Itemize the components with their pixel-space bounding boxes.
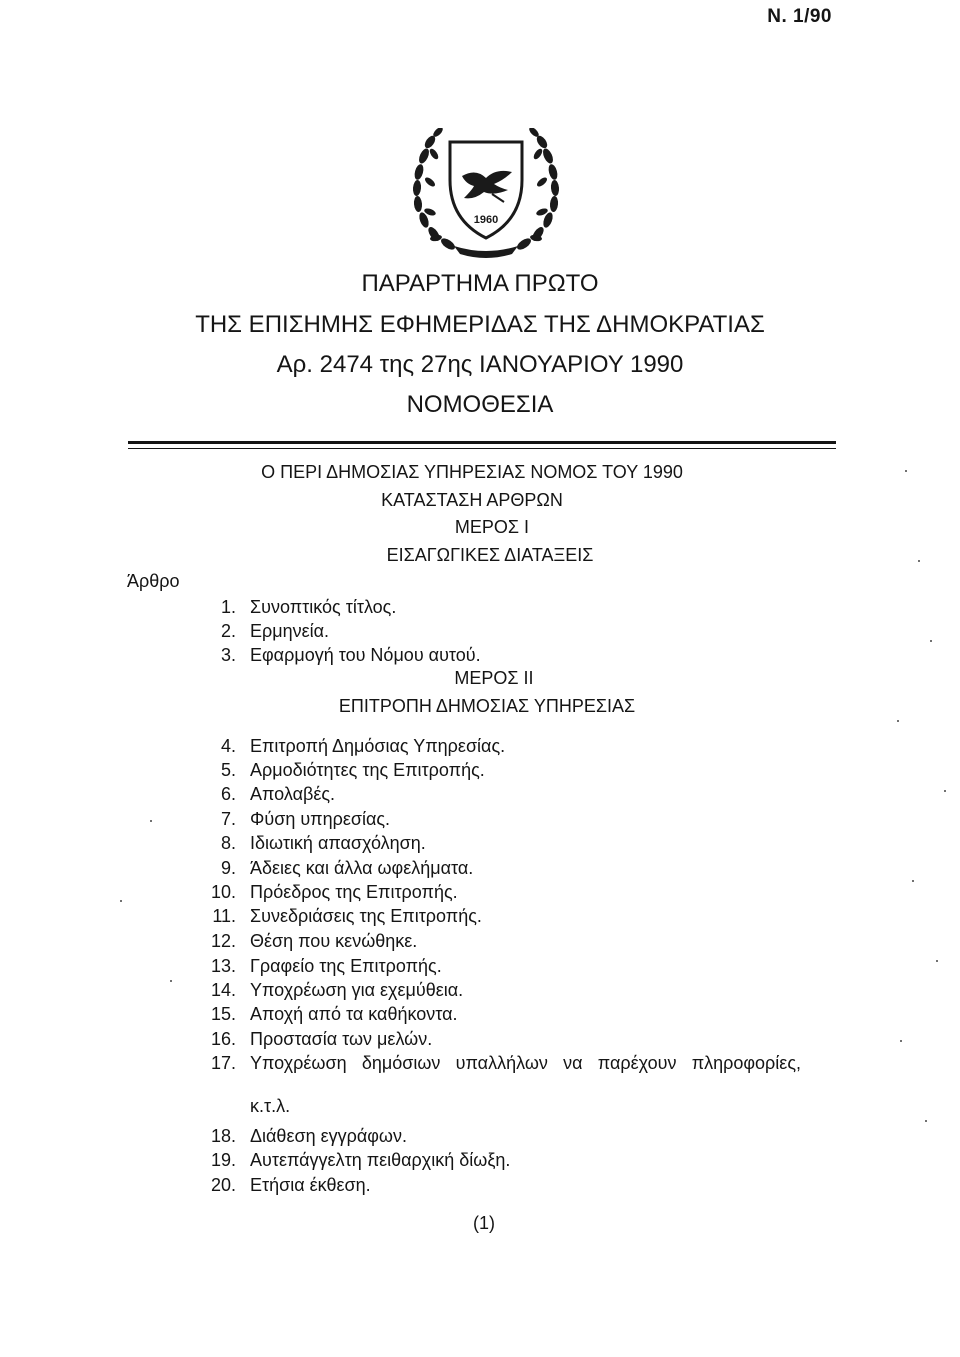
article-number: 11. [212,906,236,926]
list-item [190,833,810,857]
list-item [190,809,810,833]
list-item [190,980,810,1004]
article-number: 5. [220,760,236,780]
list-item [190,1053,810,1077]
list-item [190,760,810,784]
list-item [190,858,810,882]
article-title: Αποχή από τα καθήκοντα. [250,1004,458,1024]
list-item [190,906,810,930]
part-1-title: ΕΙΣΑΓΩΓΙΚΕΣ ΔΙΑΤΑΞΕΙΣ [386,545,594,565]
emblem-year: 1960 [473,214,499,226]
article-title: Προστασία των μελών. [250,1029,433,1049]
article-number: 4. [220,736,236,756]
article-number: 1. [220,597,236,617]
article-title: Ερμηνεία. [250,621,330,641]
article-title: Φύση υπηρεσίας. [250,809,391,829]
article-title: Υποχρέωση δημόσιων υπαλλήλων να παρέχουν πληροφορίες, [250,1053,801,1073]
list-item [190,621,810,645]
list-item [190,931,810,955]
article-number: 10. [210,882,236,902]
article-number: 7. [220,809,236,829]
article-title: Διάθεση εγγράφων. [250,1126,407,1146]
list-item [190,1004,810,1028]
article-title: Πρόεδρος της Επιτροπής. [250,882,458,902]
article-title: Συνοπτικός τίτλος. [250,597,397,617]
article-title: Ιδιωτική απασχόληση. [250,833,426,853]
part-2-label: ΜΕΡΟΣ ΙΙ [454,668,534,688]
issue-number-date: Αρ. 2474 της 27ης ΙΑΝΟΥΑΡΙΟΥ 1990 [276,351,684,378]
article-title: Υποχρέωση για εχεμύθεια. [250,980,464,1000]
article-number: 14. [210,980,236,1000]
articles-list-heading: ΚΑΤΑΣΤΑΣΗ ΑΡΘΡΩΝ [381,490,563,510]
article-number: 3. [220,645,236,665]
cyprus-coat-of-arms-icon [408,128,564,260]
article-number: 17. [210,1053,236,1073]
list-item [190,597,810,621]
article-number: 6. [220,784,236,804]
list-item [190,645,810,669]
list-item [190,784,810,808]
article-number: 2. [220,621,236,641]
article-title: Γραφείο της Επιτροπής. [250,956,442,976]
article-number: 8. [220,833,236,853]
list-item [190,1126,810,1150]
article-number: 20. [210,1175,236,1195]
article-title: Θέση που κενώθηκε. [250,931,418,951]
article-title: Αρμοδιότητες της Επιτροπής. [250,760,485,780]
article-number: 12. [210,931,236,951]
list-item [190,736,810,760]
page-number: (1) [473,1213,495,1233]
article-title: Αυτεπάγγελτη πειθαρχική δίωξη. [250,1150,511,1170]
article-number: 15. [210,1004,236,1024]
gazette-reference: Ν. 1/90 [767,6,832,27]
list-item [190,1150,810,1174]
article-number: 13. [210,956,236,976]
article-title: Άδειες και άλλα ωφελήματα. [250,858,474,878]
list-item [190,956,810,980]
article-title: Εφαρμογή του Νόμου αυτού. [250,645,481,665]
article-17-continuation: κ.τ.λ. [250,1096,291,1116]
list-item [190,882,810,906]
law-title: Ο ΠΕΡΙ ΔΗΜΟΣΙΑΣ ΥΠΗΡΕΣΙΑΣ ΝΟΜΟΣ ΤΟΥ 1990 [261,462,683,482]
article-title: Συνεδριάσεις της Επιτροπής. [250,906,482,926]
list-item [190,1029,810,1053]
article-number: 19. [210,1150,236,1170]
section-legislation: ΝΟΜΟΘΕΣΙΑ [406,391,554,418]
article-title: Επιτροπή Δημόσιας Υπηρεσίας. [250,736,506,756]
list-item [190,1175,810,1199]
article-number: 16. [210,1029,236,1049]
part-2-title: ΕΠΙΤΡΟΠΗ ΔΗΜΟΣΙΑΣ ΥΠΗΡΕΣΙΑΣ [338,696,636,716]
part-1-label: ΜΕΡΟΣ Ι [454,517,530,537]
article-title: Απολαβές. [250,784,336,804]
gazette-name: ΤΗΣ ΕΠΙΣΗΜΗΣ ΕΦΗΜΕΡΙΔΑΣ ΤΗΣ ΔΗΜΟΚΡΑΤΙΑΣ [195,311,765,338]
article-column-label: Άρθρο [127,571,180,591]
article-title: Ετήσια έκθεση. [250,1175,371,1195]
divider-thin [128,448,836,449]
divider-thick [128,441,836,444]
article-number: 9. [220,858,236,878]
annex-title: ΠΑΡΑΡΤΗΜΑ ΠΡΩΤΟ [361,270,599,297]
article-number: 18. [210,1126,236,1146]
